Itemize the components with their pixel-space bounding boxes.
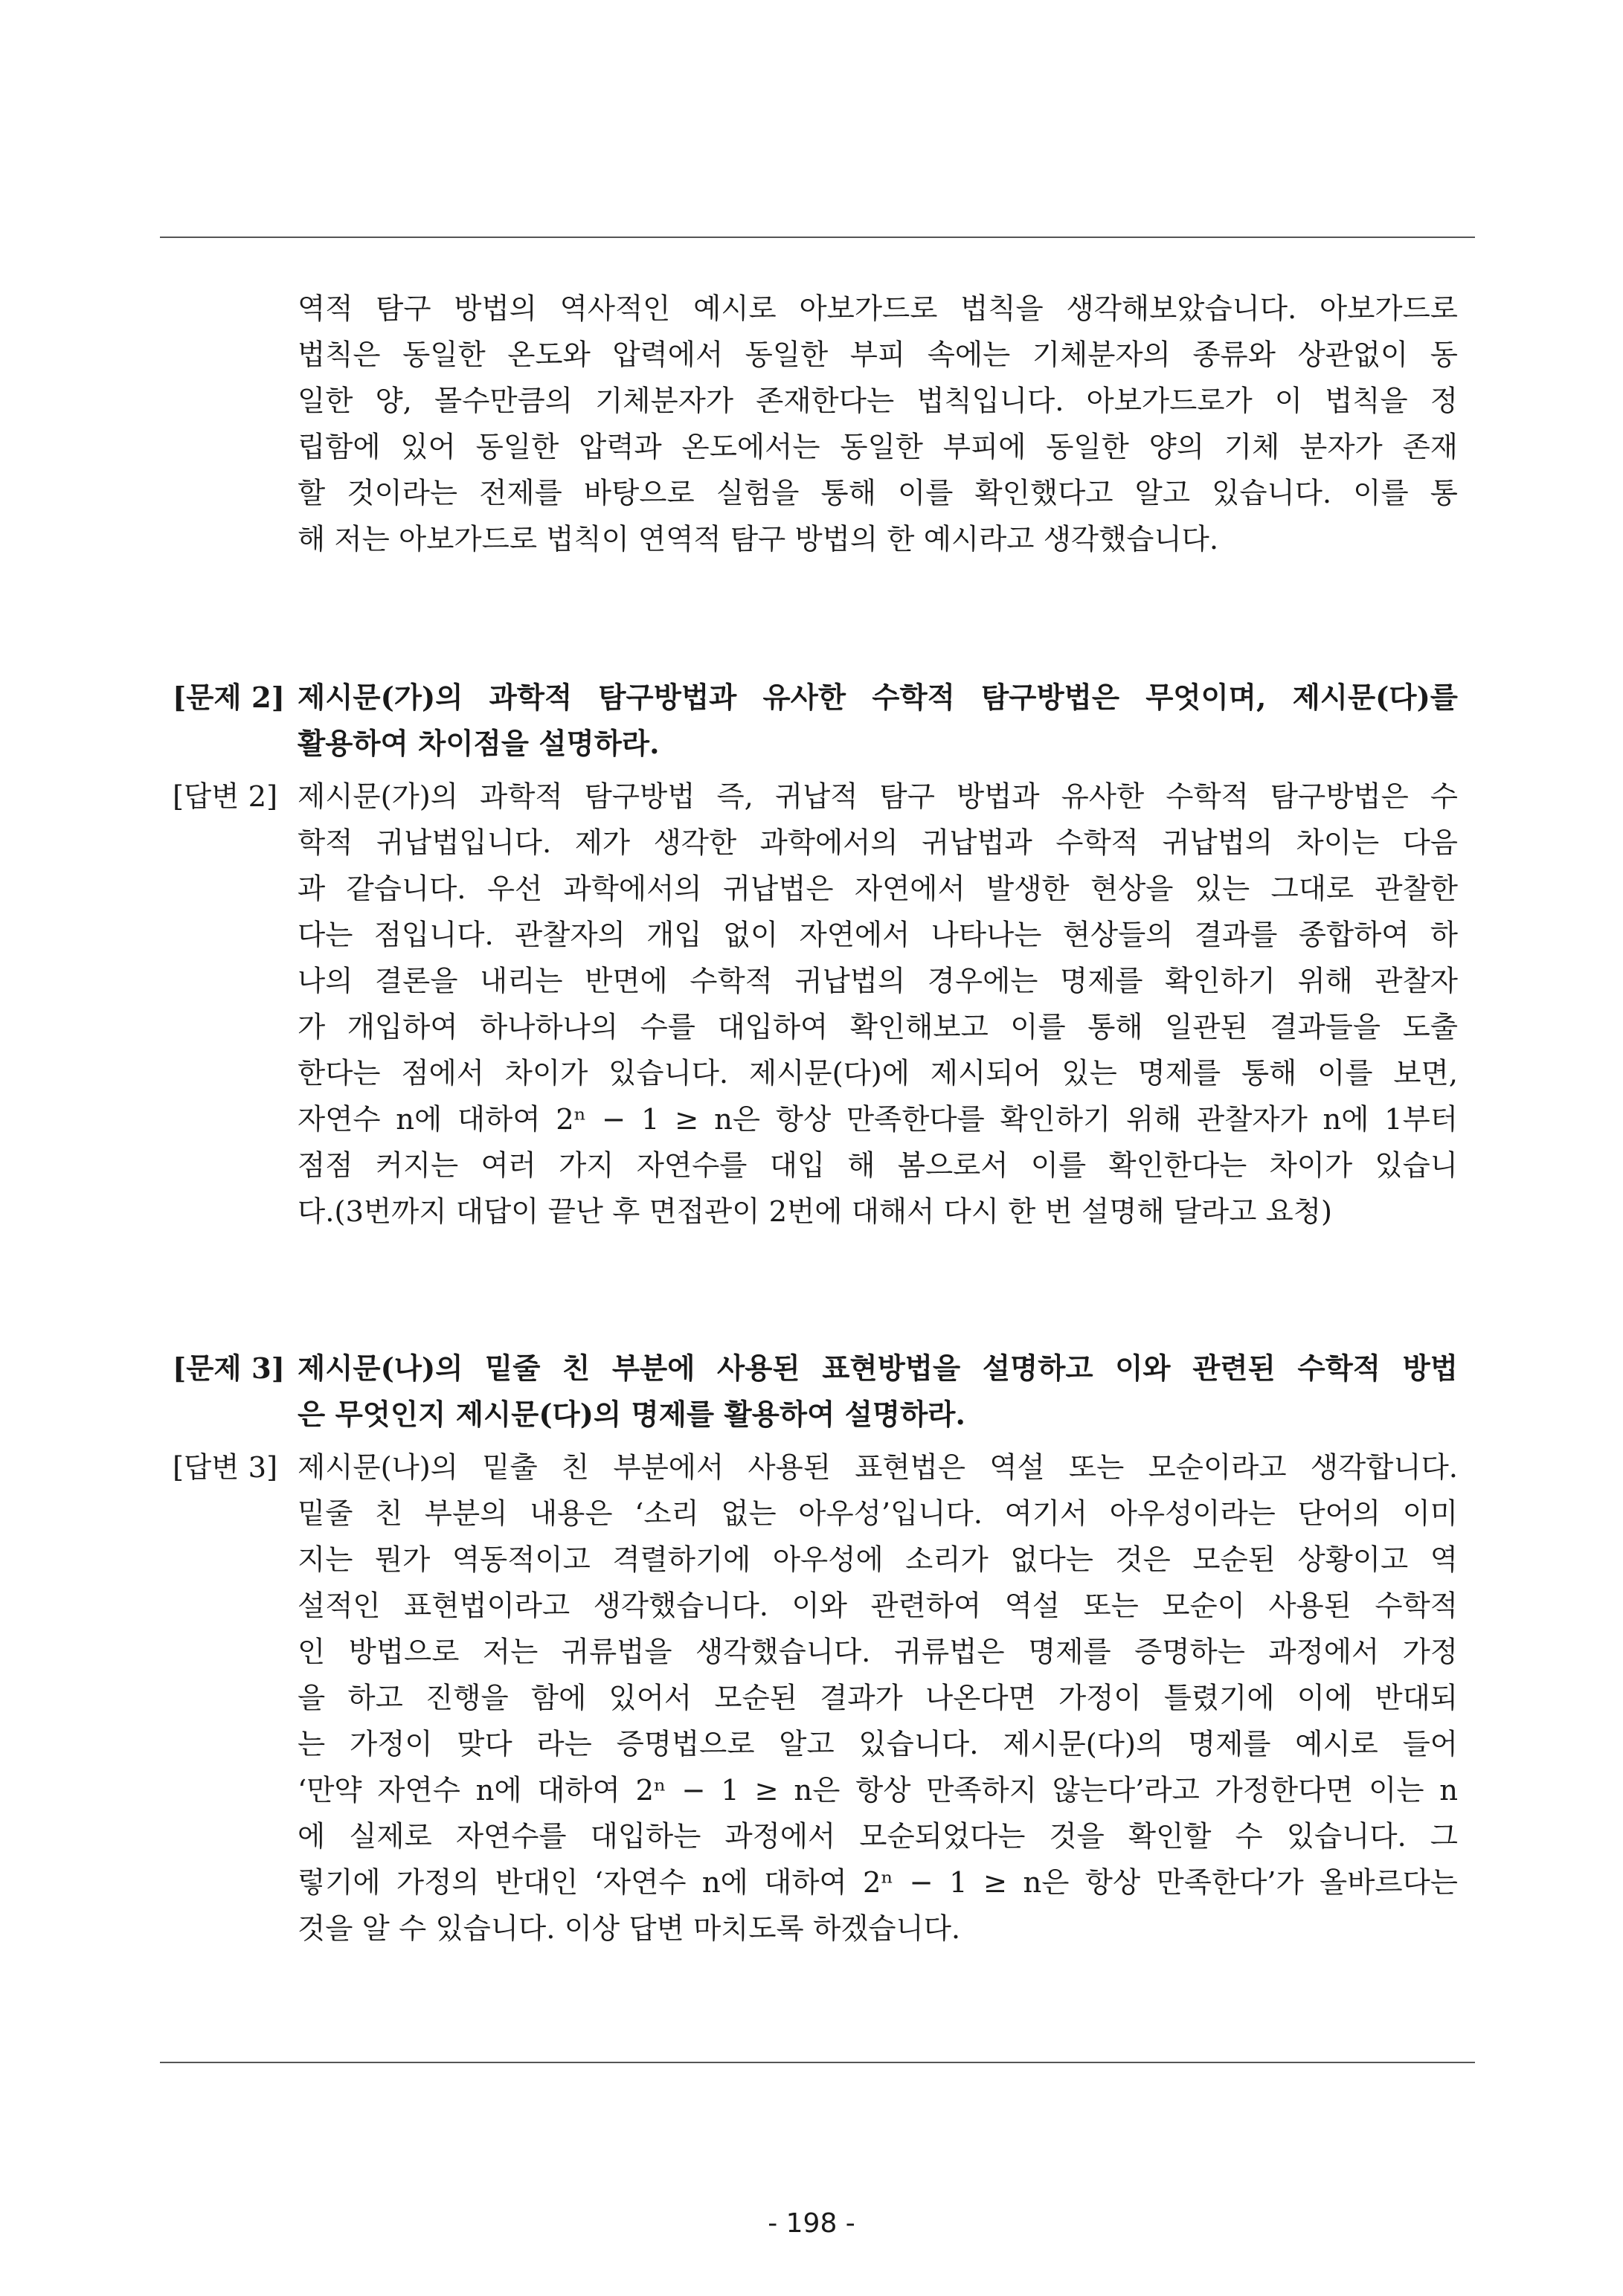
answer-3-line: 설적인 표현법이라고 생각했습니다. 이와 관련하여 역설 또는 모순이 사용된 수학적	[298, 1589, 1458, 1623]
header-rule	[160, 237, 1475, 238]
answer-3-line: 제시문(나)의 밑출 친 부분에서 사용된 표현법은 역설 또는 모순이라고 생각합니다.	[298, 1451, 1458, 1485]
answer-2-line: 자연수 n에 대하여 2ⁿ − 1 ≥ n은 항상 만족한다를 확인하기 위해 관찰자가 n에 1부터	[298, 1103, 1458, 1136]
question-3-label: [문제 3]	[173, 1352, 286, 1386]
para1-line: 해 저는 아보가드로 법칙이 연역적 탐구 방법의 한 예시라고 생각했습니다.	[298, 523, 1219, 556]
answer-3-line: 는 가정이 맞다 라는 증명법으로 알고 있습니다. 제시문(다)의 명제를 예시로 들어	[298, 1728, 1458, 1761]
answer-2-line: 제시문(가)의 과학적 탐구방법 즉, 귀납적 탐구 방법과 유사한 수학적 탐구방법은 수	[298, 780, 1458, 814]
answer-2-line: 다.(3번까지 대답이 끝난 후 면접관이 2번에 대해서 다시 한 번 설명해 달라고 요청)	[298, 1195, 1333, 1229]
answer-3-line: 지는 뭔가 역동적이고 격렬하기에 아우성에 소리가 없다는 것은 모순된 상황이고 역	[298, 1543, 1458, 1577]
answer-2-line: 한다는 점에서 차이가 있습니다. 제시문(다)에 제시되어 있는 명제를 통해 이를 보면,	[298, 1057, 1458, 1090]
answer-2-line: 과 같습니다. 우선 과학에서의 귀납법은 자연에서 발생한 현상을 있는 그대로 관찰한	[298, 872, 1458, 906]
answer-3-line: 에 실제로 자연수를 대입하는 과정에서 모순되었다는 것을 확인할 수 있습니다. 그	[298, 1820, 1458, 1853]
answer-3-line: 것을 알 수 있습니다. 이상 답변 마치도록 하겠습니다.	[298, 1912, 961, 1946]
answer-3-line: 렇기에 가정의 반대인 ‘자연수 n에 대하여 2ⁿ − 1 ≥ n은 항상 만족한다’가 올바르다는	[298, 1866, 1458, 1900]
answer-2-line: 나의 결론을 내리는 반면에 수학적 귀납법의 경우에는 명제를 확인하기 위해 관찰자	[298, 965, 1458, 998]
answer-2-label: [답변 2]	[173, 780, 278, 814]
question-2-line: 활용하여 차이점을 설명하라.	[298, 727, 660, 761]
answer-3-line: 밑줄 친 부분의 내용은 ‘소리 없는 아우성’입니다. 여기서 아우성이라는 단어의 이미	[298, 1497, 1458, 1531]
answer-2-line: 다는 점입니다. 관찰자의 개입 없이 자연에서 나타나는 현상들의 결과를 종합하여 하	[298, 919, 1458, 952]
page-number: - 198 -	[768, 2208, 855, 2239]
answer-3-label: [답변 3]	[173, 1451, 278, 1485]
question-3-line: 제시문(나)의 밑줄 친 부분에 사용된 표현방법을 설명하고 이와 관련된 수학적 방법	[298, 1352, 1458, 1386]
question-2-line: 제시문(가)의 과학적 탐구방법과 유사한 수학적 탐구방법은 무엇이며, 제시문(다)를	[298, 681, 1458, 715]
answer-2-line: 학적 귀납법입니다. 제가 생각한 과학에서의 귀납법과 수학적 귀납법의 차이는 다음	[298, 826, 1458, 860]
para1-line: 일한 양, 몰수만큼의 기체분자가 존재한다는 법칙입니다. 아보가드로가 이 법칙을 정	[298, 385, 1458, 418]
answer-2-line: 가 개입하여 하나하나의 수를 대입하여 확인해보고 이를 통해 일관된 결과들을 도출	[298, 1011, 1458, 1044]
para1-line: 할 것이라는 전제를 바탕으로 실험을 통해 이를 확인했다고 알고 있습니다. 이를 통	[298, 477, 1458, 510]
question-2-label: [문제 2]	[173, 681, 286, 715]
footer-rule	[160, 2062, 1475, 2063]
answer-3-line: ‘만약 자연수 n에 대하여 2ⁿ − 1 ≥ n은 항상 만족하지 않는다’라고 가정한다면 이는 n	[298, 1774, 1458, 1807]
answer-2-line: 점점 커지는 여러 가지 자연수를 대입 해 봄으로서 이를 확인한다는 차이가 있습니	[298, 1149, 1458, 1183]
para1-line: 법칙은 동일한 온도와 압력에서 동일한 부피 속에는 기체분자의 종류와 상관없이 동	[298, 338, 1458, 372]
para1-line: 역적 탐구 방법의 역사적인 예시로 아보가드로 법칙을 생각해보았습니다. 아보가드로	[298, 292, 1458, 326]
answer-3-line: 을 하고 진행을 함에 있어서 모순된 결과가 나온다면 가정이 틀렸기에 이에 반대되	[298, 1682, 1458, 1715]
answer-3-line: 인 방법으로 저는 귀류법을 생각했습니다. 귀류법은 명제를 증명하는 과정에서 가정	[298, 1636, 1458, 1669]
question-3-line: 은 무엇인지 제시문(다)의 명제를 활용하여 설명하라.	[298, 1398, 965, 1432]
para1-line: 립함에 있어 동일한 압력과 온도에서는 동일한 부피에 동일한 양의 기체 분자가 존재	[298, 431, 1458, 464]
